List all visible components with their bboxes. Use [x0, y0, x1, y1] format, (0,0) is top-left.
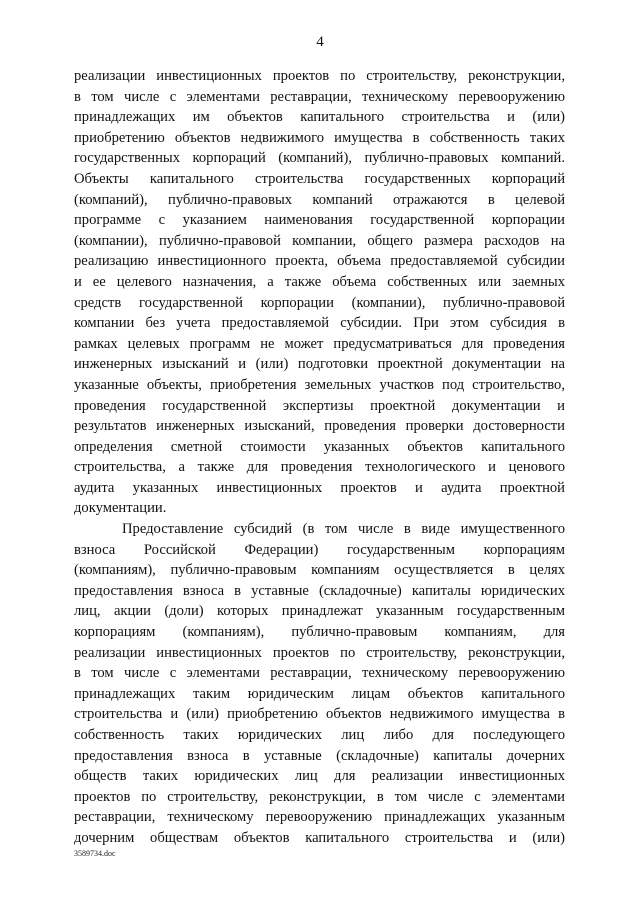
- document-body: [74, 66, 565, 849]
- text-line: аудита указанных инвестиционных проектов и аудита проектной: [74, 479, 565, 496]
- page-number: 4: [316, 34, 324, 50]
- text-line: дочерним обществам объектов капитального строительства и (или): [74, 829, 565, 846]
- text-line: документации.: [74, 500, 167, 517]
- footer-document-name: 3589734.doc: [74, 849, 116, 858]
- text-line: проектов по строительству, реконструкции, в том числе с элементами: [74, 788, 565, 805]
- text-line: рамках целевых программ не может предусматриваться для проведения: [74, 335, 565, 352]
- text-line: Объекты капитального строительства государственных корпораций: [74, 170, 565, 187]
- text-line: строительства и (или) приобретению объектов недвижимого имущества в: [74, 706, 565, 723]
- text-line: (компаний), публично-правовых компаний отражаются в целевой: [74, 191, 565, 208]
- text-line: в том числе с элементами реставрации, техническому перевооружению: [74, 665, 565, 682]
- text-line: указанные объекты, приобретения земельных участков под строительство,: [74, 376, 565, 393]
- text-line: и ее целевого назначения, а также объема собственных или заемных: [74, 273, 565, 290]
- text-line: инженерных изысканий и (или) подготовки проектной документации на: [74, 356, 565, 373]
- text-line: Предоставление субсидий (в том числе в виде имущественного: [122, 521, 565, 538]
- text-line: предоставления взноса в уставные (складочные) капиталы дочерних: [74, 747, 565, 764]
- text-line: строительства, а также для проведения технологического и ценового: [74, 459, 565, 476]
- text-line: определения сметной стоимости указанных объектов капитального: [74, 438, 565, 455]
- text-line: (компаниям), публично-правовым компаниям осуществляется в целях: [74, 562, 565, 579]
- text-line: принадлежащих им объектов капитального строительства и (или): [74, 109, 565, 126]
- text-line: проведения государственной экспертизы проектной документации и: [74, 397, 565, 414]
- text-line: в том числе с элементами реставрации, техническому перевооружению: [74, 88, 565, 105]
- text-line: реализацию инвестиционного проекта, объема предоставляемой субсидии: [74, 253, 565, 270]
- text-line: реставрации, техническому перевооружению принадлежащих указанным: [74, 809, 565, 826]
- text-line: компании без учета предоставляемой субсидии. При этом субсидия в: [74, 315, 565, 332]
- text-line: обществ таких юридических лиц для реализации инвестиционных: [74, 768, 565, 785]
- text-line: реализации инвестиционных проектов по строительству, реконструкции,: [74, 68, 565, 84]
- text-line: реализации инвестиционных проектов по строительству, реконструкции,: [74, 644, 565, 661]
- text-line: лиц, акции (доли) которых принадлежат указанным государственным: [74, 603, 565, 620]
- text-line: государственных корпораций (компаний), публично-правовых компаний.: [74, 150, 565, 167]
- text-line: программе с указанием наименования государственной корпорации: [74, 212, 565, 229]
- text-line: корпорациям (компаниям), публично-правовым компаниям, для: [74, 624, 565, 641]
- text-line: принадлежащих таким юридическим лицам объектов капитального: [74, 685, 565, 702]
- text-line: приобретению объектов недвижимого имущества в собственность таких: [74, 129, 565, 146]
- text-line: средств государственной корпорации (компании), публично-правовой: [74, 294, 565, 311]
- text-line: собственность таких юридических лиц либо для последующего: [74, 727, 565, 743]
- paragraph-2: [74, 519, 565, 849]
- paragraph-1: [74, 66, 565, 519]
- text-line: (компании), публично-правовой компании, общего размера расходов на: [74, 232, 565, 249]
- text-line: взноса Российской Федерации) государственным корпорациям: [74, 541, 565, 558]
- text-line: результатов инженерных изысканий, проведения проверки достоверности: [74, 418, 565, 435]
- text-line: предоставления взноса в уставные (складочные) капиталы юридических: [74, 582, 565, 599]
